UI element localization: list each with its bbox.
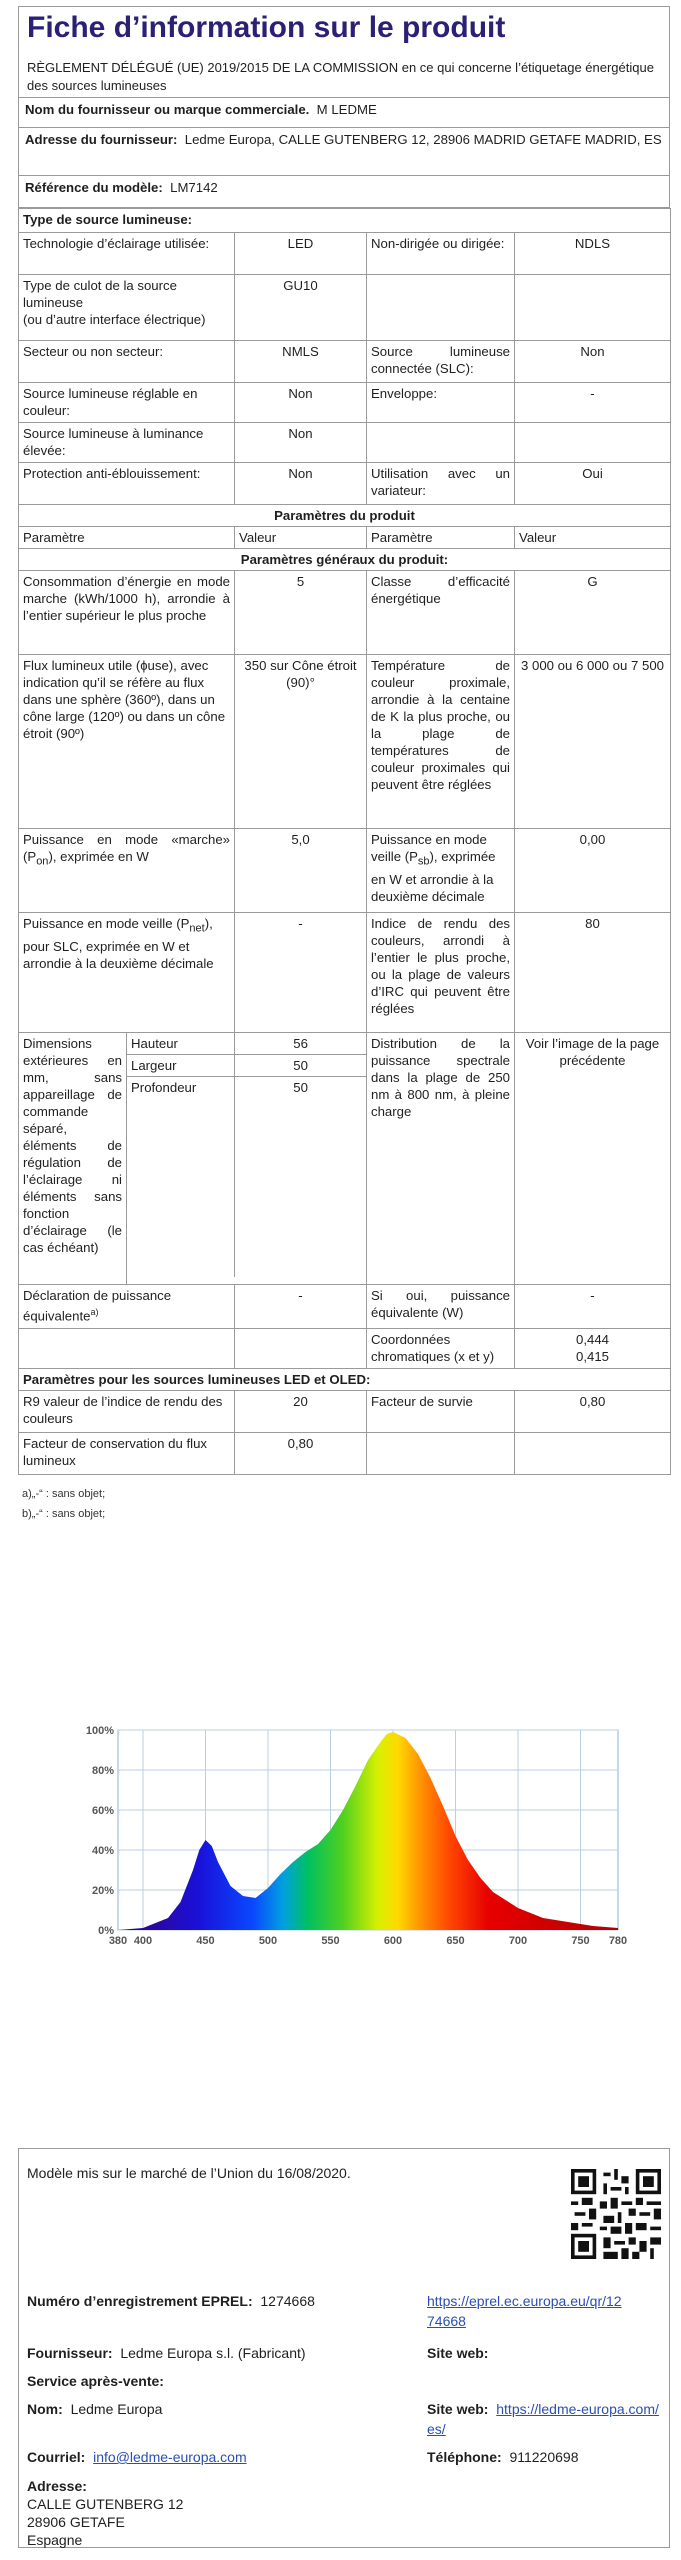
cap-label: Type de culot de la source lumineuse [23, 278, 177, 310]
header-box [18, 6, 670, 98]
flux-value: 350 sur Cône étroit (90)° [235, 655, 367, 829]
high-luminance-value: Non [235, 423, 367, 463]
footnote-b: b)„-“ : sans objet; [22, 1508, 106, 1520]
aftersales-name-row [27, 2399, 162, 2419]
phone-row [427, 2447, 579, 2467]
aftersales-website-row [427, 2399, 659, 2439]
y-tick-label: 20% [91, 1885, 114, 1897]
class-value: G [515, 571, 671, 655]
x-tick-label: 780 [608, 1935, 628, 1947]
chroma-value [515, 1329, 671, 1369]
address-line-2: 28906 GETAFE [27, 2514, 125, 2530]
address-line-3: Espagne [27, 2532, 83, 2548]
r9-value: 20 [235, 1391, 367, 1433]
email-link[interactable]: info@ledme-europa.com [93, 2449, 247, 2465]
cri-label: Indice de rendu des couleurs, arrondi à l’entier le plus proche, ou la plage de valeurs d’IRC qui peuvent être réglées [367, 913, 515, 1033]
product-params-heading: Paramètres du produit [19, 505, 671, 527]
pnet-value: - [235, 913, 367, 1033]
equiv-label [19, 1285, 235, 1329]
directional-label: Non-dirigée ou dirigée: [367, 233, 515, 275]
dimensions-label: Dimensions extérieures en mm, sans appareillage de commande séparé, éléments de régulation de l’éclairage ni éléments sans fonction d’éclairage (le cas échéant) [19, 1033, 127, 1285]
r9-label: R9 valeur de l’indice de rendu des couleurs [19, 1391, 235, 1433]
equiv-w-label: Si oui, puissance équivalente (W) [367, 1285, 515, 1329]
registration-info-box [18, 2148, 670, 2548]
website2-link-line-2[interactable]: es/ [427, 2421, 446, 2437]
x-tick-label: 450 [196, 1935, 215, 1947]
energy-value: 5 [235, 571, 367, 655]
glare-value: Non [235, 463, 367, 505]
flux-label: Flux lumineux utile (ɸuse), avec indication qu’il se réfère au flux dans une sphère (360º), dans un cône large (120º) ou dans un cône étroit (90º) [19, 655, 235, 829]
y-tick-label: 80% [91, 1765, 114, 1777]
dimensions-cell [127, 1033, 367, 1285]
empty-cell [367, 275, 515, 341]
dimmer-value: Oui [515, 463, 671, 505]
glare-label: Protection anti-éblouissement: [19, 463, 235, 505]
pon-label [19, 829, 235, 913]
psb-sub: sb [417, 855, 430, 868]
y-tick-labels [86, 1725, 114, 1937]
width-label: Largeur [127, 1055, 235, 1077]
mains-label: Secteur ou non secteur: [19, 341, 235, 383]
empty-cell [515, 423, 671, 463]
led-heading: Paramètres pour les sources lumineuses LED et OLED: [19, 1369, 671, 1391]
x-tick-label: 550 [321, 1935, 340, 1947]
aftersales-label-text: Service après-vente: [27, 2373, 164, 2389]
survival-value: 0,80 [515, 1391, 671, 1433]
pon-label-b: ), exprimée en W [48, 849, 149, 864]
chroma-x: 0,444 [575, 1332, 609, 1347]
cap-label-2: (ou d’autre interface électrique) [23, 312, 206, 327]
colour-label: Source lumineuse réglable en couleur: [19, 383, 235, 423]
empty-cell [367, 1433, 515, 1475]
general-params-heading: Paramètres généraux du produit: [19, 549, 671, 571]
dimmer-label: Utilisation avec un variateur: [367, 463, 515, 505]
equiv-value: - [235, 1285, 367, 1329]
source-type-heading: Type de source lumineuse: [19, 209, 671, 233]
x-tick-label: 650 [446, 1935, 465, 1947]
spectral-chart-svg [76, 1722, 636, 1952]
website-row [427, 2343, 488, 2363]
y-tick-label: 0% [98, 1925, 114, 1937]
psb-label-a: Puissance en mode veille (P [371, 832, 487, 864]
eprel-label: Numéro d’enregistrement EPREL: [27, 2293, 253, 2309]
psb-label [367, 829, 515, 913]
eprel-value: 1274668 [260, 2293, 315, 2309]
supplier-name-value: M LEDME [316, 102, 377, 117]
chroma-y: 0,415 [575, 1349, 609, 1364]
high-luminance-label: Source lumineuse à luminance élevée: [19, 423, 235, 463]
cap-value: GU10 [235, 275, 367, 341]
lumen-maintenance-label: Facteur de conservation du flux lumineux [19, 1433, 235, 1475]
depth-value: 50 [293, 1080, 308, 1095]
survival-label: Facteur de survie [367, 1391, 515, 1433]
y-tick-label: 60% [91, 1805, 114, 1817]
model-reference-row [18, 176, 670, 208]
spd-value: Voir l’image de la page précédente [515, 1033, 671, 1285]
eprel-link[interactable] [427, 2291, 622, 2331]
footnote-a: a)„-“ : sans objet; [22, 1488, 106, 1500]
aftersales-label [27, 2371, 164, 2391]
phone-label: Téléphone: [427, 2449, 502, 2465]
x-tick-label: 380 [108, 1935, 128, 1947]
chroma-label: Coordonnées chromatiques (x et y) [367, 1329, 515, 1369]
supplier-name-row [18, 98, 670, 128]
cct-value: 3 000 ou 6 000 ou 7 500 [515, 655, 671, 829]
pon-label-a: Puissance en mode «marche» (P [23, 832, 230, 864]
psb-label-b: ), exprimée en W et arrondie à la deuxième décimale [371, 849, 496, 904]
empty-cell [235, 1329, 367, 1369]
envelope-label: Enveloppe: [367, 383, 515, 423]
height-label: Hauteur [127, 1033, 235, 1055]
cri-value: 80 [515, 913, 671, 1033]
col-header-param: Paramètre [367, 527, 515, 549]
connected-value: Non [515, 341, 671, 383]
directional-value: NDLS [515, 233, 671, 275]
depth-label: Profondeur [127, 1077, 235, 1277]
pnet-label [19, 913, 235, 1033]
parameters-table [18, 208, 671, 1475]
name-label: Nom: [27, 2401, 63, 2417]
address-line-1: CALLE GUTENBERG 12 [27, 2496, 184, 2512]
page-title: Fiche d’information sur le produit [27, 11, 506, 44]
x-tick-labels [109, 1935, 627, 1947]
eprel-link-line-1[interactable]: https://eprel.ec.europa.eu/qr/12 [427, 2293, 622, 2309]
empty-cell [19, 1329, 235, 1369]
model-reference-value: LM7142 [170, 180, 218, 195]
col-header-param: Paramètre [19, 527, 235, 549]
supplier-address-value: Ledme Europa, CALLE GUTENBERG 12, 28906 MADRID GETAFE MADRID, ES [184, 132, 662, 147]
spectral-chart [76, 1722, 636, 1952]
pnet-label-b: ), pour SLC, exprimée en W et arrondie à la deuxième décimale [23, 916, 214, 971]
website-label: Site web: [427, 2345, 489, 2361]
mains-value: NMLS [235, 341, 367, 383]
x-tick-label: 500 [258, 1935, 278, 1947]
y-tick-label: 100% [85, 1725, 114, 1737]
tech-label: Technologie d’éclairage utilisée: [19, 233, 235, 275]
supplier-value: Ledme Europa s.l. (Fabricant) [120, 2345, 306, 2361]
lumen-maintenance-value: 0,80 [235, 1433, 367, 1475]
supplier-address-row [18, 128, 670, 176]
eprel-row [27, 2291, 315, 2311]
class-label: Classe d’efficacité énergétique [367, 571, 515, 655]
supplier-row [27, 2343, 306, 2363]
email-label: Courriel: [27, 2449, 86, 2465]
address-label: Adresse: [27, 2478, 87, 2494]
pnet-sub: net [189, 922, 205, 935]
eprel-link-line-2[interactable]: 74668 [427, 2313, 466, 2329]
model-reference-label: Référence du modèle: [25, 180, 163, 195]
x-tick-label: 750 [571, 1935, 590, 1947]
regulation-text: RÈGLEMENT DÉLÉGUÉ (UE) 2019/2015 DE LA COMMISSION en ce qui concerne l’étiquetage énergétique des sources lumineuses [27, 60, 654, 93]
height-value: 56 [235, 1033, 366, 1055]
market-date: Modèle mis sur le marché de l’Union du 16/08/2020. [27, 2165, 351, 2181]
psb-value: 0,00 [515, 829, 671, 913]
equiv-label-text: Déclaration de puissance équivalente [23, 1288, 172, 1324]
pon-value: 5,0 [235, 829, 367, 913]
cct-label: Température de couleur proximale, arrondie à la centaine de K la plus proche, ou la plage de températures de couleur proximales qui peuvent être réglées [367, 655, 515, 829]
energy-label: Consommation d’énergie en mode marche (kWh/1000 h), arrondie à l’entier supérieur le plus proche [19, 571, 235, 655]
email-row [27, 2447, 247, 2467]
qr-code-icon[interactable] [571, 2169, 661, 2259]
x-tick-label: 600 [383, 1935, 403, 1947]
equiv-w-value: - [515, 1285, 671, 1329]
cap-label-cell [19, 275, 235, 341]
supplier-name-label: Nom du fournisseur ou marque commerciale. [25, 102, 310, 117]
colour-value: Non [235, 383, 367, 423]
dimensions-table [127, 1033, 366, 1277]
col-header-value: Valeur [235, 527, 367, 549]
phone-value: 911220698 [509, 2449, 579, 2465]
spd-label: Distribution de la puissance spectrale dans la plage de 250 nm à 800 nm, à pleine charge [367, 1033, 515, 1285]
website2-label: Site web: [427, 2401, 489, 2417]
address-block [27, 2477, 183, 2549]
website2-link[interactable]: https://ledme-europa.com/ [496, 2401, 659, 2417]
supplier-label: Fournisseur: [27, 2345, 113, 2361]
empty-cell [515, 275, 671, 341]
empty-cell [515, 1433, 671, 1475]
pon-sub: on [36, 855, 49, 868]
empty-cell [367, 423, 515, 463]
x-tick-label: 700 [508, 1935, 528, 1947]
name-value: Ledme Europa [70, 2401, 163, 2417]
x-tick-label: 400 [133, 1935, 153, 1947]
pnet-label-a: Puissance en mode veille (P [23, 916, 190, 931]
connected-label: Source lumineuse connectée (SLC): [367, 341, 515, 383]
tech-value: LED [235, 233, 367, 275]
width-value: 50 [235, 1055, 366, 1077]
equiv-sup: a) [90, 1307, 99, 1317]
y-tick-label: 40% [91, 1845, 114, 1857]
supplier-address-label: Adresse du fournisseur: [25, 132, 178, 147]
envelope-value: - [515, 383, 671, 423]
col-header-value: Valeur [515, 527, 671, 549]
